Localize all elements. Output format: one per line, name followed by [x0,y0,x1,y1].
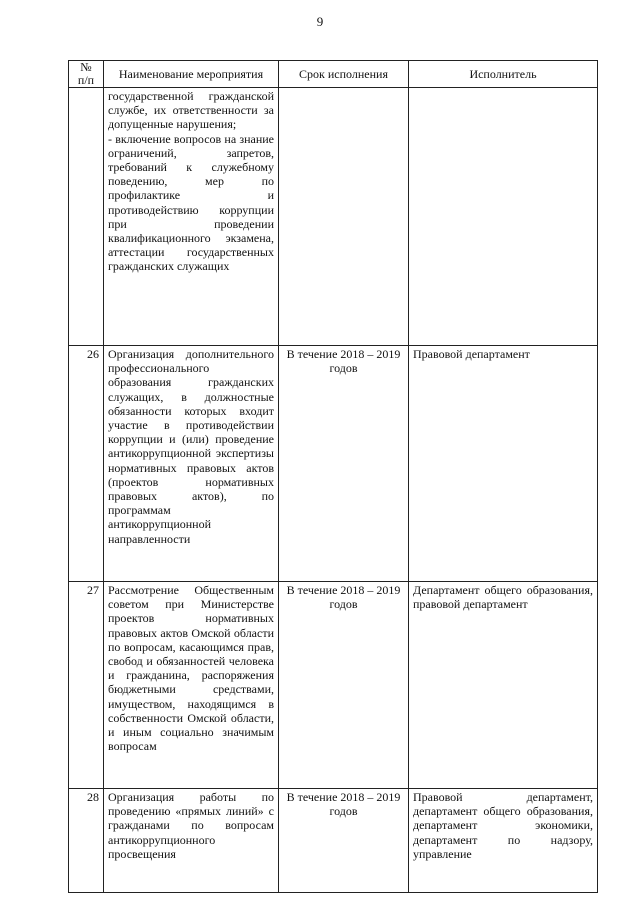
header-activity-name: Наименование мероприятия [104,61,279,88]
table-row [69,88,598,346]
executor: Правовой департамент, департамент общего образования, департамент экономики, департамент по надзору, управление [409,789,598,893]
activity-name: Организация работы по проведению «прямых линий» с гражданами по вопросам антикоррупционного просвещения [104,789,279,893]
deadline: В течение 2018 – 2019 годов [279,789,409,893]
activity-name: Рассмотрение Общественным советом при Министерстве проектов нормативных правовых актов Омской области по вопросам, касающимся прав, свобод и обязанностей человека и гражданина, распоряжения бюджетными средствами, имуществом, находящимся в собственности Омской области, и иным социально значимым вопросам [104,582,279,789]
header-number: № п/п [69,61,104,88]
row-number: 26 [69,346,104,582]
table-row [69,346,598,582]
table-header-row [69,61,598,88]
executor [409,88,598,346]
header-deadline: Срок исполнения [279,61,409,88]
row-number [69,88,104,346]
deadline: В течение 2018 – 2019 годов [279,346,409,582]
header-executor: Исполнитель [409,61,598,88]
page-number: 9 [316,14,324,29]
table-row [69,582,598,789]
executor: Правовой департамент [409,346,598,582]
deadline: В течение 2018 – 2019 годов [279,582,409,789]
row-number: 27 [69,582,104,789]
table-row [69,789,598,893]
activity-name: государственной гражданской службе, их ответственности за допущенные нарушения; - включение вопросов на знание ограничений, запретов, требований к служебному поведению, мер по профилактике и противодействию коррупции при проведении квалификационного экзамена, аттестации государственных гражданских служащих [104,88,279,346]
activities-table [68,60,598,893]
executor: Департамент общего образования, правовой департамент [409,582,598,789]
deadline [279,88,409,346]
row-number: 28 [69,789,104,893]
activity-name: Организация дополнительного профессионального образования гражданских служащих, в должностные обязанности которых входит участие в противодействии коррупции и (или) проведение антикоррупционной экспертизы нормативных правовых актов (проектов нормативных правовых актов), по программам антикоррупционной направленности [104,346,279,582]
